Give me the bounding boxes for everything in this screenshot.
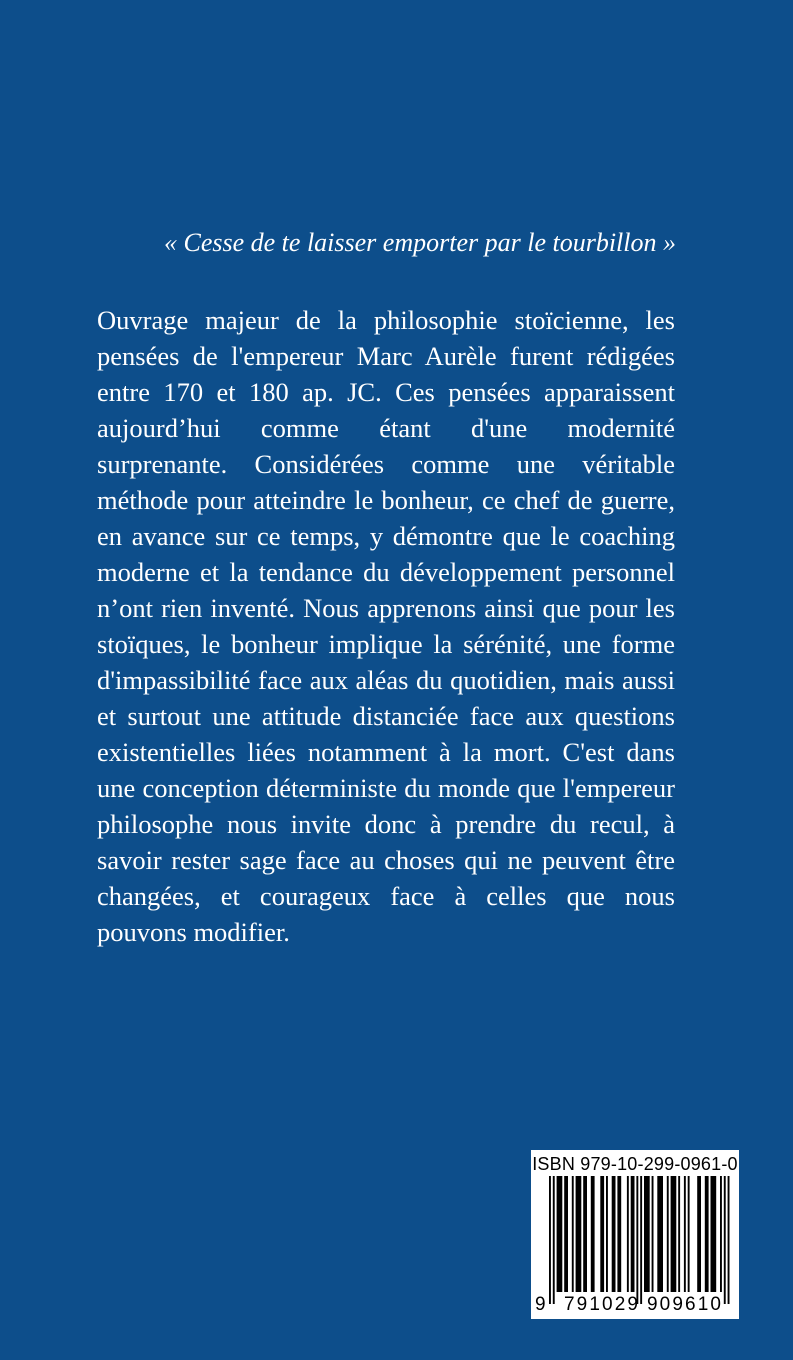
barcode-guard-bar [640, 1176, 642, 1304]
isbn-barcode-label [531, 1150, 739, 1319]
barcode-bar [667, 1176, 669, 1292]
barcode-bar [583, 1176, 587, 1292]
barcode-bar [576, 1176, 582, 1292]
barcode-guard-bar [553, 1176, 555, 1304]
barcode-bar [711, 1176, 717, 1292]
barcode-bar [591, 1176, 595, 1292]
ean-first-digit: 9 [535, 1294, 546, 1315]
epigraph-quote: « Cesse de te laisser emporter par le tourbillon » [163, 228, 676, 257]
barcode-bar [671, 1176, 677, 1292]
barcode-bar [612, 1176, 616, 1292]
ean13-barcode [531, 1150, 739, 1319]
barcode-bar [657, 1176, 663, 1292]
barcode-bar [631, 1176, 635, 1292]
barcode-bar [697, 1176, 701, 1292]
isbn-number: ISBN 979-10-299-0961-0 [532, 1154, 738, 1174]
ean-right-digits: 909610 [647, 1294, 721, 1315]
barcode-bar [600, 1176, 604, 1292]
barcode-guard-bar [549, 1176, 551, 1304]
barcode-guard-bar [636, 1176, 638, 1304]
barcode-bar [720, 1176, 722, 1292]
barcode-bar [606, 1176, 608, 1292]
barcode-bar [644, 1176, 650, 1292]
barcode-bar [652, 1176, 654, 1292]
barcode-bar [557, 1176, 563, 1292]
barcode-bar [705, 1176, 709, 1292]
back-cover-blurb: Ouvrage majeur de la philosophie stoïcienne, les pensées de l'empereur Marc Aurèle furent rédigées entre 170 et 180 ap. JC. Ces pensées apparaissent aujourd’hui comme étant d'une modernité surprenante. Considérées comme une véritable méthode pour atteindre le bonheur, ce chef de guerre, en avance sur ce temps, y démontre que le coaching moderne et la tendance du développement personnel n’ont rien inventé. Nous apprenons ainsi que pour les stoïques, le bonheur implique la sérénité, une forme d'impassibilité face aux aléas du quotidien, mais aussi et surtout une attitude distanciée face aux questions existentielles liées notamment à la mort. C'est dans une conception déterministe du monde que l'empereur philosophe nous invite donc à prendre du recul, à savoir rester sage face au choses qui ne peuvent être changées, et courageux face à celles que nous pouvons modifier. [97, 305, 675, 947]
barcode-bars [549, 1176, 730, 1304]
barcode-guard-bar [724, 1176, 726, 1304]
ean-left-digits: 791029 [564, 1294, 638, 1315]
barcode-bar [678, 1176, 680, 1292]
barcode-bar [684, 1176, 686, 1292]
barcode-bar [572, 1176, 574, 1292]
barcode-bar [627, 1176, 629, 1292]
barcode-guard-bar [728, 1176, 730, 1304]
barcode-bar [688, 1176, 690, 1292]
barcode-bar [617, 1176, 621, 1292]
barcode-bar [564, 1176, 568, 1292]
